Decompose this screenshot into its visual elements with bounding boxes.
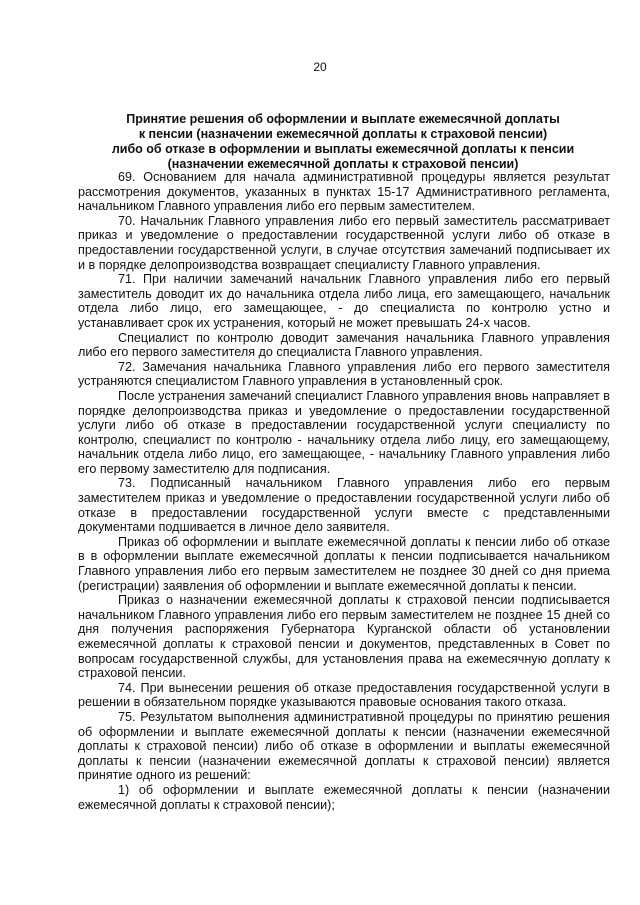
paragraph-71-cont: Специалист по контролю доводит замечания начальника Главного управления либо его первого заместителя до специалиста Главного управления. [78, 330, 610, 360]
heading-line: Принятие решения об оформлении и выплате ежемесячной доплаты [126, 112, 560, 126]
heading-line: либо об отказе в оформлении и выплаты ежемесячной доплаты к пенсии [111, 142, 575, 156]
paragraph-69: 69. Основанием для начала административной процедуры является результат рассмотрения документов, указанных в пунктах 15-17 Административного регламента, начальником Главного управления либо его первым заместителем. [78, 170, 610, 214]
paragraph-73-order-payment: Приказ об оформлении и выплате ежемесячной доплаты к пенсии либо об отказе в в оформлении выплате ежемесячной доплаты к пенсии подписывается начальником Главного управления либо его первым заместителем не позднее 30 дней со дня приема (регистрации) заявления об оформлении и выплате ежемесячной доплаты к пенсии. [78, 534, 610, 593]
paragraph-75: 75. Результатом выполнения административной процедуры по принятию решения об оформлении и выплате ежемесячной доплаты к пенсии (назначении ежемесячной доплаты к страховой пенсии) либо об отказе в оформлении и выплаты ежемесячной доплаты к пенсии (назначении ежемесячной доплаты к страховой пенсии) является принятие одного из решений: [78, 709, 610, 783]
paragraph-72: 72. Замечания начальника Главного управления либо его первого заместителя устраняются специалистом Главного управления в установленный срок. [78, 359, 610, 389]
heading-line: к пенсии (назначении ежемесячной доплаты к страховой пенсии) [138, 127, 548, 141]
section-heading [78, 112, 608, 172]
paragraph-73-order-assignment: Приказ о назначении ежемесячной доплаты к страховой пенсии подписывается начальником Главного управления либо его первым заместителем не позднее 15 дней со дня получения распоряжения Губернатора Курганской области об установлении ежемесячной доплаты к страховой пенсии и документов, представленных в Совет по вопросам государственной службы, для установления права на ежемесячную доплату к страховой пенсии. [78, 593, 610, 681]
paragraph-72-cont: После устранения замечаний специалист Главного управления вновь направляет в порядке делопроизводства приказ и уведомление о предоставлении государственной услуги либо об отказе в предоставлении государственной услуги специалисту по контролю, специалист по контролю - начальнику отдела либо лицу, его замещающему, начальник отдела либо лицо, его замещающее, - начальнику Главного управления либо его первому заместителю для подписания. [78, 388, 610, 476]
page-number: 20 [313, 60, 327, 74]
paragraph-74: 74. При вынесении решения об отказе предоставления государственной услуги в решении в обязательном порядке указываются правовые основания такого отказа. [78, 680, 610, 710]
document-body [78, 170, 610, 812]
paragraph-75-item-1: 1) об оформлении и выплате ежемесячной доплаты к пенсии (назначении ежемесячной доплаты к страховой пенсии); [78, 782, 610, 812]
paragraph-70: 70. Начальник Главного управления либо его первый заместитель рассматривает приказ и уведомление о предоставлении государственной услуги либо об отказе в предоставлении государственной услуги, в случае отсутствия замечаний подписывает их и в порядке делопроизводства возвращает специалисту Главного управления. [78, 213, 610, 272]
paragraph-71: 71. При наличии замечаний начальник Главного управления либо его первый заместитель доводит их до начальника отдела либо лица, его замещающего, начальник отдела либо лицо, его замещающее, - до специалиста по контролю устно и устанавливает срок их устранения, который не может превышать 24-х часов. [78, 272, 610, 330]
heading-line: (назначении ежемесячной доплаты к страховой пенсии) [167, 157, 519, 171]
paragraph-73: 73. Подписанный начальником Главного управления либо его первым заместителем приказ и уведомление о предоставлении государственной услуги либо об отказе в предоставлении государственной услуги вместе с представленными документами подшивается в личное дело заявителя. [78, 476, 610, 535]
